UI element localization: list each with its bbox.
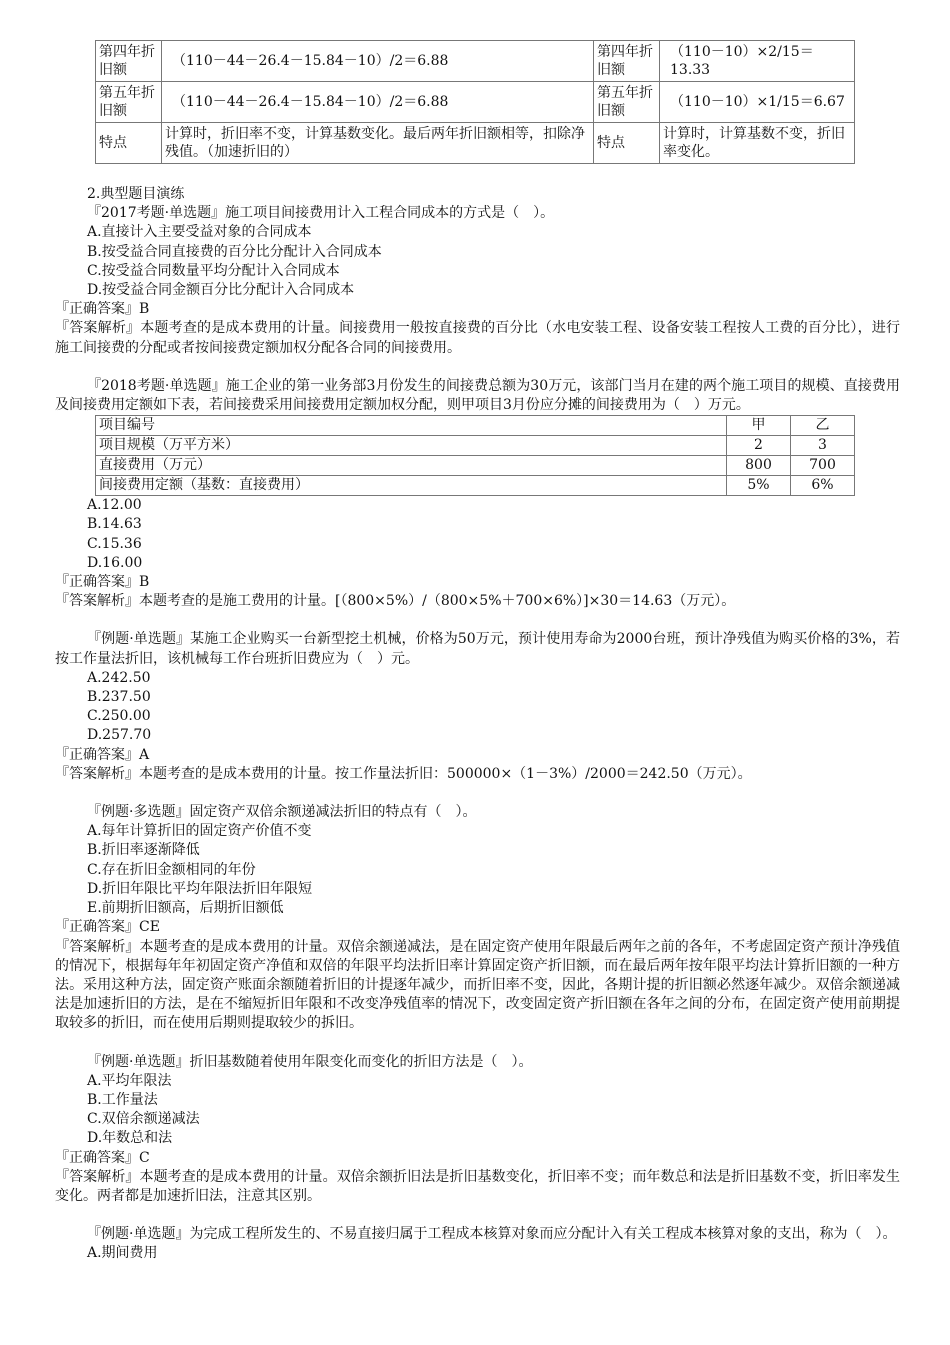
- section-title: 2.典型题目演练: [87, 186, 185, 202]
- column-header: 乙: [791, 416, 855, 436]
- option: A.直接计入主要受益对象的合同成本: [87, 224, 312, 241]
- question-stem: 『2017考题·单选题』施工项目间接费用计入工程合同成本的方式是（ ）。: [87, 205, 555, 222]
- answer-analysis: 『答案解析』本题考查的是成本费用的计量。双倍余额递减法，是在固定资产使用年限最后两年之前的各年，不考虑固定资产预计净残值的情况下，根据每年年初固定资产净值和双倍的年限平均法折旧率计算固定资产折旧额，而在最后两年按年限平均法计算折旧额的一种方法。采用这种方法，固定资产账面余额随着折旧的计提逐年减少，而折旧率不变，因此，各期计提的折旧额必然逐年减少。双倍余额递减法是加速折旧的方法，是在不缩短折旧年限和不改变净残值率的情况下，改变固定资产折旧额在各年之间的分布，在固定资产使用前期提取较多的折旧，而在使用后期则提取较少的拆旧。: [55, 938, 900, 1032]
- column-header: 甲: [727, 416, 791, 436]
- row-label: 特点: [96, 123, 162, 164]
- table-cell: 800: [727, 456, 791, 476]
- option: D.折旧年限比平均年限法折旧年限短: [87, 880, 313, 897]
- option: A.平均年限法: [87, 1072, 172, 1089]
- table-cell: 700: [791, 456, 855, 476]
- formula-cell: （110－44－26.4－15.84－10）/2＝6.88: [162, 41, 594, 82]
- option: D.257.70: [87, 727, 152, 744]
- answer-analysis: 『答案解析』本题考查的是施工费用的计量。[（800×5%）/（800×5%＋700×6%）]×30＝14.63（万元）。: [55, 593, 736, 610]
- row-label: 第四年折旧额: [96, 41, 162, 82]
- correct-answer: 『正确答案』C: [55, 1149, 150, 1166]
- table-header-row: [96, 416, 855, 436]
- question-stem: 『2018考题·单选题』施工企业的第一业务部3月份发生的间接费总额为30万元，该部门当月在建的两个施工项目的规模、直接费用及间接费用定额如下表，若间接费采用间接费用定额加权分配，则甲项目3月份应分摊的间接费用为（ ）万元。: [55, 377, 900, 414]
- correct-answer: 『正确答案』B: [55, 301, 150, 318]
- answer-analysis: 『答案解析』本题考查的是成本费用的计量。按工作量法折旧：500000×（1－3%）/2000＝242.50（万元）。: [55, 765, 752, 782]
- row-label: 间接费用定额（基数：直接费用）: [96, 476, 727, 496]
- option: A.每年计算折旧的固定资产价值不变: [87, 823, 312, 840]
- option: C.250.00: [87, 708, 151, 725]
- option: D.16.00: [87, 554, 143, 571]
- table-cell: 3: [791, 436, 855, 456]
- option: A.期间费用: [87, 1245, 158, 1262]
- option: D.按受益合同金额百分比分配计入合同成本: [87, 282, 355, 299]
- table-cell: 5%: [727, 476, 791, 496]
- column-header: 项目编号: [96, 416, 727, 436]
- table-row: [96, 41, 855, 82]
- row-label: 第四年折旧额: [594, 41, 660, 82]
- option: C.15.36: [87, 535, 142, 552]
- question-stem: 『例题·多选题』固定资产双倍余额递减法折旧的特点有（ ）。: [87, 804, 477, 821]
- formula-cell: （110－44－26.4－15.84－10）/2＝6.88: [162, 82, 594, 123]
- correct-answer: 『正确答案』CE: [55, 919, 160, 936]
- option: B.14.63: [87, 516, 142, 533]
- question-stem: 『例题·单选题』为完成工程所发生的、不易直接归属于工程成本核算对象而应分配计入有关工程成本核算对象的支出，称为（ ）。: [87, 1226, 897, 1243]
- option: C.双倍余额递减法: [87, 1111, 200, 1128]
- correct-answer: 『正确答案』A: [55, 746, 150, 763]
- feature-cell: 计算时，折旧率不变，计算基数变化。最后两年折旧额相等，扣除净残值。（加速折旧的）: [162, 123, 594, 164]
- formula-cell: （110－10）×1/15＝6.67: [660, 82, 855, 123]
- answer-analysis: 『答案解析』本题考查的是成本费用的计量。间接费用一般按直接费的百分比（水电安装工程、设备安装工程按人工费的百分比），进行施工间接费的分配或者按间接费定额加权分配各合同的间接费用。: [55, 320, 900, 356]
- option: B.按受益合同直接费的百分比分配计入合同成本: [87, 243, 382, 260]
- row-label: 项目规模（万平方米）: [96, 436, 727, 456]
- option: D.年数总和法: [87, 1130, 173, 1147]
- depreciation-comparison-table: [95, 40, 855, 164]
- option: B.折旧率逐渐降低: [87, 842, 200, 859]
- cost-allocation-table: [95, 415, 855, 496]
- option: A.242.50: [87, 669, 151, 686]
- table-row: [96, 82, 855, 123]
- answer-analysis: 『答案解析』本题考查的是成本费用的计量。双倍余额折旧法是折旧基数变化，折旧率不变；而年数总和法是折旧基数不变，折旧率发生变化。两者都是加速折旧法，注意其区别。: [55, 1168, 900, 1204]
- option: C.按受益合同数量平均分配计入合同成本: [87, 262, 340, 279]
- option: B.工作量法: [87, 1091, 158, 1108]
- option: C.存在折旧金额相同的年份: [87, 861, 256, 878]
- question-stem: 『例题·单选题』某施工企业购买一台新型挖土机械，价格为50万元，预计使用寿命为2000台班，预计净残值为购买价格的3%，若按工作量法折旧，该机械每工作台班折旧费应为（ ）元。: [55, 631, 900, 667]
- table-row: [96, 456, 855, 476]
- table-cell: 6%: [791, 476, 855, 496]
- row-label: 第五年折旧额: [96, 82, 162, 123]
- option: B.237.50: [87, 689, 151, 706]
- table-cell: 2: [727, 436, 791, 456]
- formula-cell: （110－10）×2/15＝13.33: [660, 41, 855, 82]
- question-stem: 『例题·单选题』折旧基数随着使用年限变化而变化的折旧方法是（ ）。: [87, 1053, 533, 1070]
- option: A.12.00: [87, 497, 142, 514]
- row-label: 直接费用（万元）: [96, 456, 727, 476]
- option: E.前期折旧额高，后期折旧额低: [87, 900, 284, 917]
- feature-cell: 计算时，计算基数不变，折旧率变化。: [660, 123, 855, 164]
- row-label: 特点: [594, 123, 660, 164]
- table-row: [96, 476, 855, 496]
- correct-answer: 『正确答案』B: [55, 574, 150, 591]
- document-body: [55, 40, 900, 1264]
- table-row: [96, 123, 855, 164]
- table-row: [96, 436, 855, 456]
- row-label: 第五年折旧额: [594, 82, 660, 123]
